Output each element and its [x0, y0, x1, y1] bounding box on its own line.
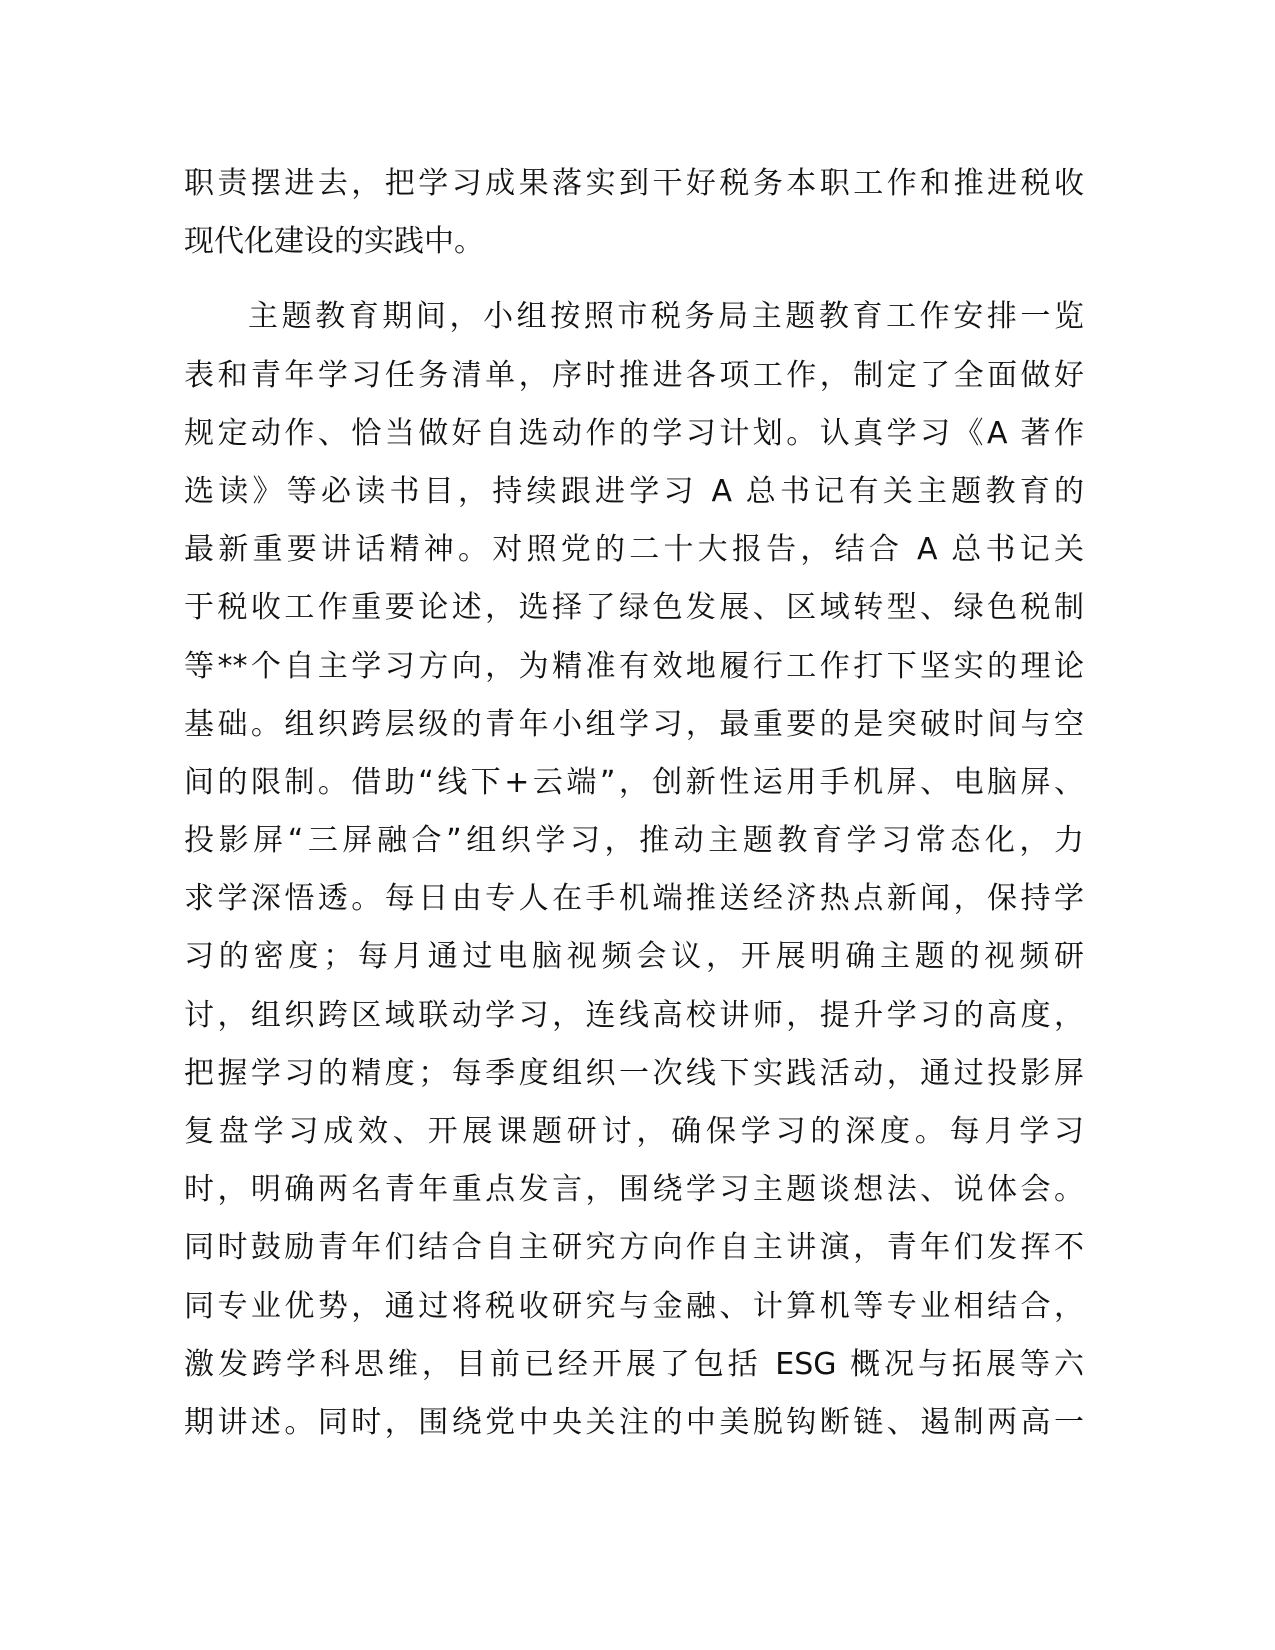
text-line: 同专业优势，通过将税收研究与金融、计算机等专业相结合，: [184, 1288, 1084, 1324]
text-line: 表和青年学习任务清单，序时推进各项工作，制定了全面做好: [184, 357, 1084, 393]
paragraph-first-line: 主题教育期间，小组按照市税务局主题教育工作安排一览: [248, 299, 1084, 335]
text-line: 职责摆进去，把学习成果落实到干好税务本职工作和推进税收: [184, 166, 1084, 201]
text-line: 讨，组织跨区域联动学习，连线高校讲师，提升学习的高度，: [184, 997, 1084, 1033]
text-line: 激发跨学科思维，目前已经开展了包括 ESG 概况与拓展等六: [184, 1346, 1084, 1382]
text-line: 投影屏“三屏融合”组织学习，推动主题教育学习常态化，力: [184, 823, 1084, 859]
text-line: 把握学习的精度；每季度组织一次线下实践活动，通过投影屏: [184, 1055, 1084, 1091]
text-line: 复盘学习成效、开展课题研讨，确保学习的深度。每月学习: [184, 1114, 1084, 1149]
text-line: 时，明确两名青年重点发言，围绕学习主题谈想法、说体会。: [184, 1172, 1084, 1208]
text-line: 最新重要讲话精神。对照党的二十大报告，结合 A 总书记关: [184, 532, 1084, 568]
text-line: 规定动作、恰当做好自选动作的学习计划。认真学习《A 著作: [184, 415, 1084, 451]
text-line: 习的密度；每月通过电脑视频会议，开展明确主题的视频研: [184, 939, 1084, 975]
text-line: 于税收工作重要论述，选择了绿色发展、区域转型、绿色税制: [184, 590, 1084, 626]
text-line: 求学深悟透。每日由专人在手机端推送经济热点新闻，保持学: [184, 881, 1084, 917]
body-text: [184, 155, 1084, 1452]
text-line: 同时鼓励青年们结合自主研究方向作自主讲演，青年们发挥不: [184, 1230, 1084, 1266]
text-line: 等**个自主学习方向，为精准有效地履行工作打下坚实的理论: [184, 648, 1084, 684]
text-line: 期讲述。同时，围绕党中央关注的中美脱钩断链、遏制两高一: [184, 1404, 1084, 1440]
text-line: 基础。组织跨层级的青年小组学习，最重要的是突破时间与空: [184, 706, 1084, 742]
text-line: 现代化建设的实践中。: [184, 224, 484, 260]
text-line: 间的限制。借助“线下+云端”，创新性运用手机屏、电脑屏、: [184, 764, 1084, 800]
text-line: 选读》等必读书目，持续跟进学习 A 总书记有关主题教育的: [184, 473, 1084, 509]
